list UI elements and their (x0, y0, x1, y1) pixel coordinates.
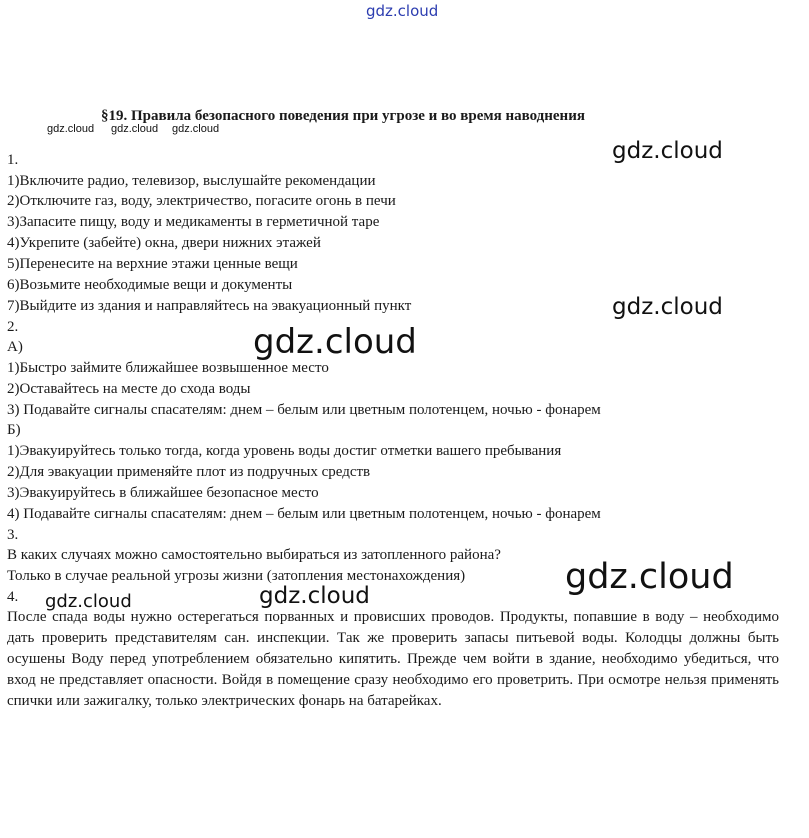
list-item: 7)Выйдите из здания и направляйтесь на эвакуационный пункт (7, 298, 412, 314)
list-item: А) (7, 339, 23, 355)
body-paragraph: После спада воды нужно остерегаться порванных и провисших проводов. Продукты, попавшие в воду – необходимо дать проверить представителям сан. инспекции. Так же проверить запасы питьевой воды. Колодцы должны быть осушены Воду перед употреблением обязательно кипятить. Прежде чем войти в здание, необходимо убедиться, что вход не представляет опасности. Войдя в помещение сразу необходимо его проветрить. При осмотре нельзя применять спички или зажигалку, только электрических фонарь на батарейках. (7, 609, 779, 709)
list-item: 1. (7, 152, 19, 168)
watermark-tiny: gdz.cloud (172, 123, 220, 135)
watermark-tiny: gdz.cloud (47, 123, 95, 135)
watermark-center-mid: gdz.cloud (259, 583, 370, 609)
list-item: 3)Запасите пищу, воду и медикаменты в герметичной таре (7, 214, 380, 230)
list-item: 3)Эвакуируйтесь в ближайшее безопасное место (7, 485, 319, 501)
watermark-large: gdz.cloud (253, 322, 417, 362)
question-text: В каких случаях можно самостоятельно выбираться из затопленного района? (7, 547, 501, 563)
list-item: 4. (7, 589, 19, 605)
list-item: 6)Возьмите необходимые вещи и документы (7, 277, 293, 293)
watermark-left-mid: gdz.cloud (45, 591, 132, 612)
list-item: 1)Быстро займите ближайшее возвышенное место (7, 360, 329, 376)
list-item: 2)Отключите газ, воду, электричество, погасите огонь в печи (7, 193, 396, 209)
watermark-top: gdz.cloud (366, 2, 439, 20)
answer-text: Только в случае реальной угрозы жизни (затопления местонахождения) (7, 568, 466, 584)
list-item: 4)Укрепите (забейте) окна, двери нижних этажей (7, 235, 321, 251)
watermark-tiny: gdz.cloud (111, 123, 159, 135)
list-item: 5)Перенесите на верхние этажи ценные вещи (7, 256, 298, 272)
list-item: 2. (7, 319, 19, 335)
watermark-medium: gdz.cloud (612, 294, 723, 320)
list-item: 4) Подавайте сигналы спасателям: днем – белым или цветным полотенцем, ночью - фонарем (7, 506, 601, 522)
list-item: 1)Включите радио, телевизор, выслушайте рекомендации (7, 173, 376, 189)
page-title: §19. Правила безопасного поведения при угрозе и во время наводнения (101, 108, 585, 124)
list-item: 2)Оставайтесь на месте до схода воды (7, 381, 251, 397)
watermark-right-top: gdz.cloud (612, 138, 723, 164)
watermark-right-big: gdz.cloud (565, 557, 734, 597)
list-item: Б) (7, 422, 21, 438)
list-item: 3. (7, 527, 19, 543)
list-item: 2)Для эвакуации применяйте плот из подручных средств (7, 464, 371, 480)
list-item: 3) Подавайте сигналы спасателям: днем – белым или цветным полотенцем, ночью - фонарем (7, 402, 601, 418)
list-item: 1)Эвакуируйтесь только тогда, когда уровень воды достиг отметки вашего пребывания (7, 443, 562, 459)
